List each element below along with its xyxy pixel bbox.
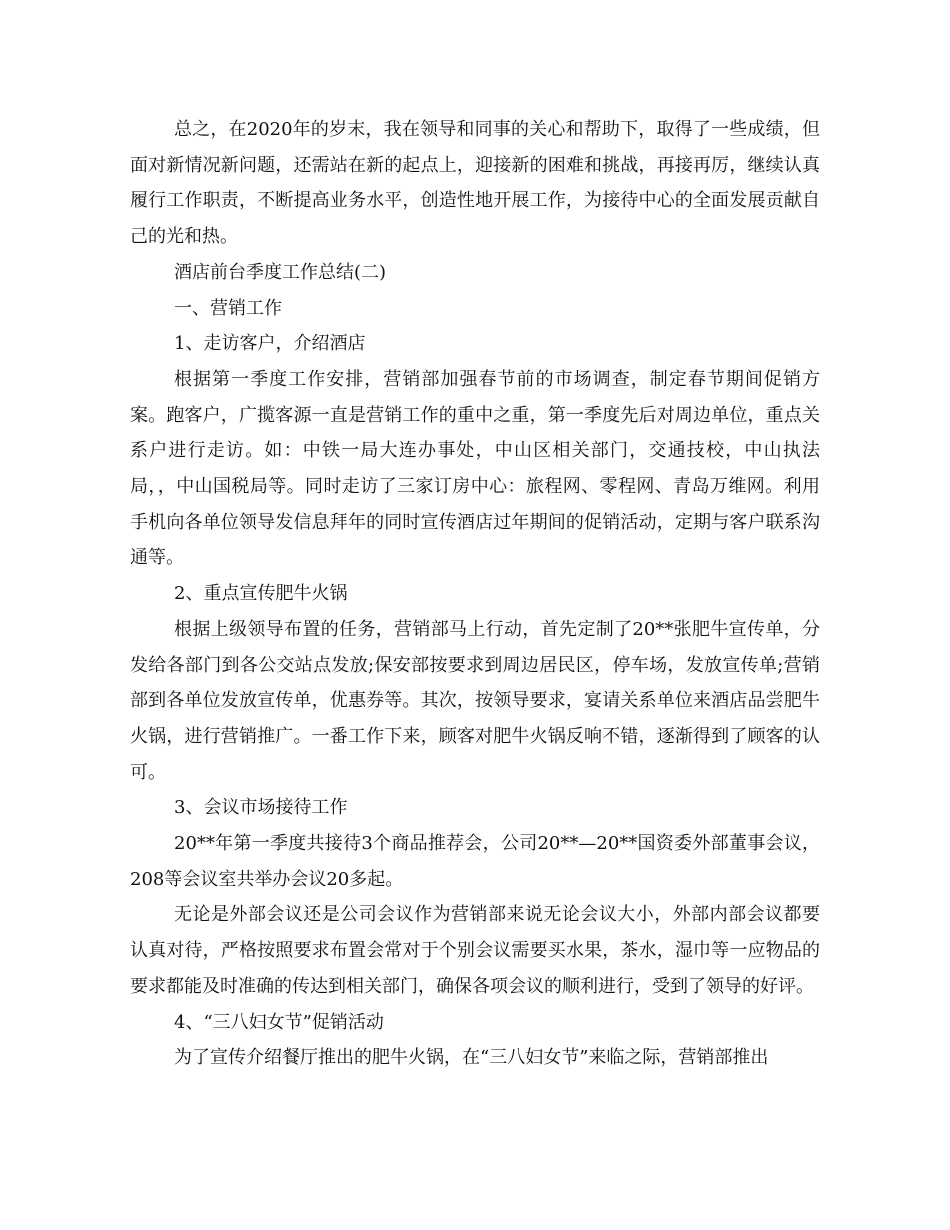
subheading-visit-clients: 1、走访客户，介绍酒店 (174, 333, 366, 355)
paragraph-promote-hotpot: 根据上级领导布置的任务，营销部马上行动，首先定制了20**张肥牛宣传单，分发给各部门到各公交站点发放;保安部按要求到周边居民区，停车场，发放宣传单;营销部到各单位发放宣传单，优惠券等。其次，按领导要求，宴请关系单位来酒店品尝肥牛火锅，进行营销推广。一番工作下来，顾客对肥牛火锅反响不错，逐渐得到了顾客的认可。 (130, 618, 820, 783)
paragraph-womens-day-promo: 为了宣传介绍餐厅推出的肥牛火锅，在“三八妇女节”来临之际，营销部推出 (174, 1047, 769, 1069)
paragraph-closing-summary: 总之，在2020年的岁末，我在领导和同事的关心和帮助下，取得了一些成绩，但面对新情况新问题，还需站在新的起点上，迎接新的困难和挑战，再接再厉，继续认真履行工作职责，不断提高业务水平，创造性地开展工作，为接待中心的全面发展贡献自己的光和热。 (130, 119, 820, 248)
subheading-womens-day-promo: 4、“三八妇女节”促销活动 (174, 1011, 384, 1033)
subheading-meeting-reception: 3、会议市场接待工作 (174, 797, 348, 819)
section-title: 酒店前台季度工作总结(二) (174, 261, 387, 283)
document-body (130, 112, 820, 1076)
paragraph-meeting-handling: 无论是外部会议还是公司会议作为营销部来说无论会议大小，外部内部会议都要认真对待，严格按照要求布置会常对于个别会议需要买水果，茶水，湿巾等一应物品的要求都能及时准确的传达到相关部门，确保各项会议的顺利进行，受到了领导的好评。 (130, 904, 820, 997)
paragraph-meeting-count: 20**年第一季度共接待3个商品推荐会，公司20**—20**国资委外部董事会议，208等会议室共举办会议20多起。 (130, 833, 820, 890)
subheading-promote-hotpot: 2、重点宣传肥牛火锅 (174, 583, 348, 605)
paragraph-visit-clients: 根据第一季度工作安排，营销部加强春节前的市场调查，制定春节期间促销方案。跑客户，广揽客源一直是营销工作的重中之重，第一季度先后对周边单位，重点关系户进行走访。如：中铁一局大连办事处，中山区相关部门，交通技校，中山执法局，，中山国税局等。同时走访了三家订房中心：旅程网、零程网、青岛万维网。利用手机向各单位领导发信息拜年的同时宣传酒店过年期间的促销活动，定期与客户联系沟通等。 (130, 368, 820, 569)
heading-marketing-work: 一、营销工作 (174, 297, 282, 319)
